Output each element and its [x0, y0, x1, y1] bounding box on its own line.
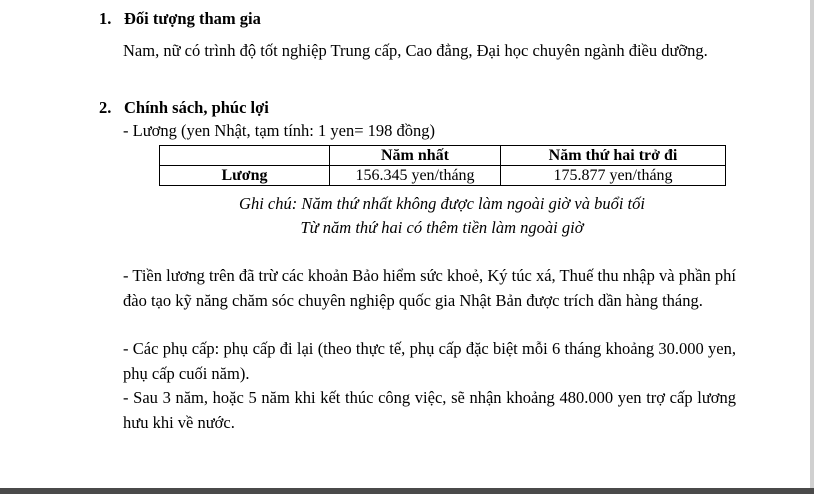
note-line-2: Từ năm thứ hai có thêm tiền làm ngoài giờ	[300, 218, 584, 237]
table-header-cell: Năm nhất	[330, 146, 501, 166]
vertical-scrollbar-thumb[interactable]	[810, 0, 814, 488]
table-header-cell	[160, 146, 330, 166]
pension-paragraph: - Sau 3 năm, hoặc 5 năm khi kết thúc công việc, sẽ nhận khoảng 480.000 yen trợ cấp lương hưu khi về nước.	[123, 388, 736, 432]
table-cell-year2: 175.877 yen/tháng	[501, 166, 726, 186]
allowances-paragraph: - Các phụ cấp: phụ cấp đi lại (theo thực tế, phụ cấp đặc biệt mỗi 6 tháng khoảng 30.000 yen, phụ cấp cuối năm).	[123, 339, 736, 383]
table-row-label: Lương	[160, 166, 330, 186]
salary-deduction-paragraph: - Tiền lương trên đã trừ các khoản Bảo hiểm sức khoẻ, Ký túc xá, Thuế thu nhập và phần phí đào tạo kỹ năng chăm sóc chuyên nghiệp quốc gia Nhật Bản được trích dần hàng tháng.	[123, 266, 736, 310]
section-heading-participants	[99, 9, 261, 29]
section-number: 1.	[99, 9, 112, 28]
salary-intro-line: - Lương (yen Nhật, tạm tính: 1 yen= 198 đồng)	[123, 121, 436, 140]
section-heading-benefits	[99, 98, 269, 118]
table-row	[160, 166, 726, 186]
salary-table	[159, 145, 726, 186]
participants-paragraph: Nam, nữ có trình độ tốt nghiệp Trung cấp, Cao đẳng, Đại học chuyên ngành điều dưỡng.	[123, 41, 708, 60]
section-title: Chính sách, phúc lợi	[124, 98, 269, 117]
bottom-border-bar	[0, 488, 814, 494]
note-line-1: Ghi chú: Năm thứ nhất không được làm ngoài giờ và buổi tối	[239, 194, 645, 213]
table-header-row	[160, 146, 726, 166]
section-number: 2.	[99, 98, 112, 117]
section-title: Đối tượng tham gia	[124, 9, 261, 28]
table-cell-year1: 156.345 yen/tháng	[330, 166, 501, 186]
table-header-cell: Năm thứ hai trở đi	[501, 146, 726, 166]
vertical-scrollbar-track[interactable]	[810, 0, 814, 488]
